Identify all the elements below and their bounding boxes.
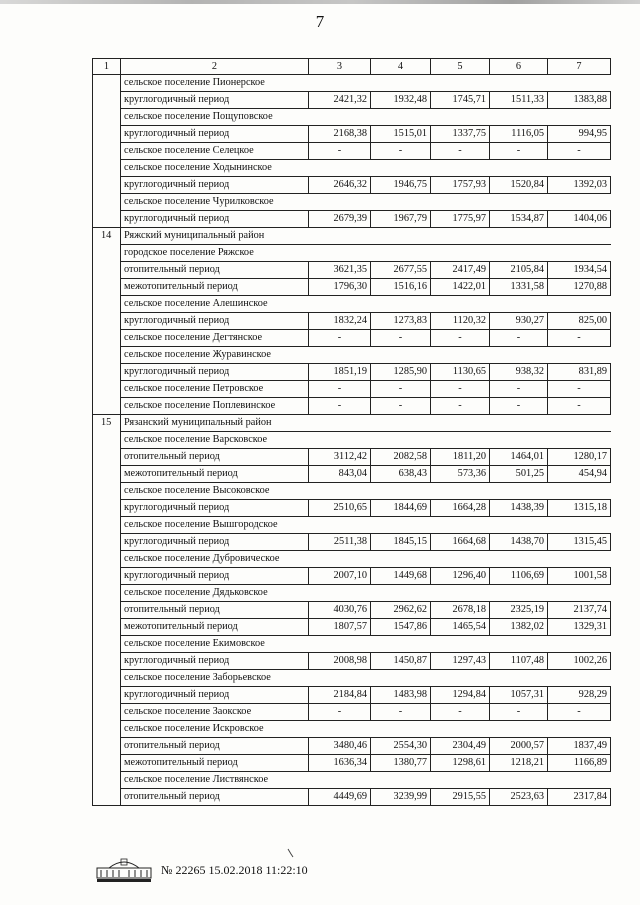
value-cell: - bbox=[431, 398, 490, 415]
settlement-name: сельское поселение Заборьевское bbox=[121, 670, 611, 687]
value-cell: 1796,30 bbox=[309, 279, 371, 296]
value-cell: 825,00 bbox=[548, 313, 611, 330]
settlement-title-row bbox=[93, 721, 611, 738]
value-cell: 1664,68 bbox=[431, 534, 490, 551]
table-row bbox=[93, 381, 611, 398]
row-number: 15 bbox=[93, 415, 121, 806]
settlement-name: сельское поселение Алешинское bbox=[121, 296, 611, 313]
value-cell: 1449,68 bbox=[371, 568, 431, 585]
table-row bbox=[93, 398, 611, 415]
table-row bbox=[93, 619, 611, 636]
settlement-title-row bbox=[93, 432, 611, 449]
value-cell: 1315,45 bbox=[548, 534, 611, 551]
period-label: межотопительный период bbox=[121, 755, 309, 772]
value-cell: - bbox=[371, 704, 431, 721]
settlement-name: сельское поселение Листвянское bbox=[121, 772, 611, 789]
period-label: отопительный период bbox=[121, 738, 309, 755]
period-label: круглогодичный период bbox=[121, 126, 309, 143]
column-header: 4 bbox=[371, 59, 431, 75]
value-cell: 1438,39 bbox=[490, 500, 548, 517]
value-cell: 1331,58 bbox=[490, 279, 548, 296]
value-cell: 1280,17 bbox=[548, 449, 611, 466]
value-cell: 1130,65 bbox=[431, 364, 490, 381]
value-cell: 1844,69 bbox=[371, 500, 431, 517]
period-label: круглогодичный период bbox=[121, 364, 309, 381]
value-cell: - bbox=[548, 398, 611, 415]
column-header: 7 bbox=[548, 59, 611, 75]
value-cell: 1775,97 bbox=[431, 211, 490, 228]
period-label: круглогодичный период bbox=[121, 568, 309, 585]
value-cell: 831,89 bbox=[548, 364, 611, 381]
value-cell: 1270,88 bbox=[548, 279, 611, 296]
value-cell: - bbox=[490, 381, 548, 398]
value-cell: 1837,49 bbox=[548, 738, 611, 755]
value-cell: 1464,01 bbox=[490, 449, 548, 466]
value-cell: - bbox=[309, 381, 371, 398]
period-label: сельское поселение Дегтянское bbox=[121, 330, 309, 347]
value-cell: 2417,49 bbox=[431, 262, 490, 279]
settlement-title-row bbox=[93, 670, 611, 687]
value-cell: 1294,84 bbox=[431, 687, 490, 704]
value-cell: - bbox=[309, 143, 371, 160]
settlement-name: сельское поселение Пионерское bbox=[121, 75, 611, 92]
value-cell: 501,25 bbox=[490, 466, 548, 483]
value-cell: 2304,49 bbox=[431, 738, 490, 755]
settlement-name: сельское поселение Екимовское bbox=[121, 636, 611, 653]
value-cell: 1534,87 bbox=[490, 211, 548, 228]
table-row bbox=[93, 704, 611, 721]
settlement-name: сельское поселение Чурилковское bbox=[121, 194, 611, 211]
value-cell: 1547,86 bbox=[371, 619, 431, 636]
table-row bbox=[93, 177, 611, 194]
value-cell: 2646,32 bbox=[309, 177, 371, 194]
table-row bbox=[93, 534, 611, 551]
value-cell: 4449,69 bbox=[309, 789, 371, 806]
value-cell: - bbox=[490, 330, 548, 347]
value-cell: 930,27 bbox=[490, 313, 548, 330]
value-cell: - bbox=[548, 330, 611, 347]
period-label: межотопительный период bbox=[121, 619, 309, 636]
table-row bbox=[93, 126, 611, 143]
value-cell: 2510,65 bbox=[309, 500, 371, 517]
value-cell: 1664,28 bbox=[431, 500, 490, 517]
value-cell: 1218,21 bbox=[490, 755, 548, 772]
value-cell: 1404,06 bbox=[548, 211, 611, 228]
period-label: круглогодичный период bbox=[121, 500, 309, 517]
value-cell: 2511,38 bbox=[309, 534, 371, 551]
document-footer bbox=[95, 856, 308, 884]
district-row bbox=[93, 415, 611, 432]
settlement-name: сельское поселение Дубровическое bbox=[121, 551, 611, 568]
value-cell: 1757,93 bbox=[431, 177, 490, 194]
value-cell: - bbox=[371, 143, 431, 160]
table-row bbox=[93, 568, 611, 585]
settlement-name: сельское поселение Ходынинское bbox=[121, 160, 611, 177]
value-cell: 1297,43 bbox=[431, 653, 490, 670]
value-cell: - bbox=[490, 704, 548, 721]
table-row bbox=[93, 449, 611, 466]
settlement-title-row bbox=[93, 109, 611, 126]
column-header: 3 bbox=[309, 59, 371, 75]
table-row bbox=[93, 687, 611, 704]
value-cell: 1511,33 bbox=[490, 92, 548, 109]
value-cell: 1296,40 bbox=[431, 568, 490, 585]
value-cell: 1106,69 bbox=[490, 568, 548, 585]
period-label: отопительный период bbox=[121, 262, 309, 279]
value-cell: 1438,70 bbox=[490, 534, 548, 551]
value-cell: - bbox=[490, 398, 548, 415]
settlement-title-row bbox=[93, 517, 611, 534]
column-header: 2 bbox=[121, 59, 309, 75]
column-header: 1 bbox=[93, 59, 121, 75]
value-cell: 4030,76 bbox=[309, 602, 371, 619]
document-registration-stamp: № 22265 15.02.2018 11:22:10 bbox=[161, 862, 308, 877]
column-header: 5 bbox=[431, 59, 490, 75]
settlement-name: сельское поселение Искровское bbox=[121, 721, 611, 738]
district-name: Рязанский муниципальный район bbox=[121, 415, 611, 432]
period-label: отопительный период bbox=[121, 602, 309, 619]
table-row bbox=[93, 789, 611, 806]
value-cell: 1946,75 bbox=[371, 177, 431, 194]
value-cell: - bbox=[431, 704, 490, 721]
settlement-title-row bbox=[93, 585, 611, 602]
value-cell: 1465,54 bbox=[431, 619, 490, 636]
settlement-name: сельское поселение Варсковское bbox=[121, 432, 611, 449]
settlement-name: городское поселение Ряжское bbox=[121, 245, 611, 262]
value-cell: 1450,87 bbox=[371, 653, 431, 670]
table-row bbox=[93, 466, 611, 483]
value-cell: 3112,42 bbox=[309, 449, 371, 466]
value-cell: 2184,84 bbox=[309, 687, 371, 704]
value-cell: 638,43 bbox=[371, 466, 431, 483]
value-cell: 1392,03 bbox=[548, 177, 611, 194]
value-cell: - bbox=[309, 704, 371, 721]
value-cell: 2678,18 bbox=[431, 602, 490, 619]
value-cell: 2523,63 bbox=[490, 789, 548, 806]
value-cell: 1329,31 bbox=[548, 619, 611, 636]
value-cell: 1932,48 bbox=[371, 92, 431, 109]
period-label: сельское поселение Заокское bbox=[121, 704, 309, 721]
value-cell: 1483,98 bbox=[371, 687, 431, 704]
value-cell: - bbox=[431, 381, 490, 398]
value-cell: 2008,98 bbox=[309, 653, 371, 670]
table-row bbox=[93, 92, 611, 109]
table-row bbox=[93, 262, 611, 279]
value-cell: 1934,54 bbox=[548, 262, 611, 279]
settlement-title-row bbox=[93, 636, 611, 653]
value-cell: 1315,18 bbox=[548, 500, 611, 517]
value-cell: 3239,99 bbox=[371, 789, 431, 806]
value-cell: 3621,35 bbox=[309, 262, 371, 279]
value-cell: 2007,10 bbox=[309, 568, 371, 585]
period-label: сельское поселение Селецкое bbox=[121, 143, 309, 160]
district-row bbox=[93, 228, 611, 245]
value-cell: 1515,01 bbox=[371, 126, 431, 143]
value-cell: 1520,84 bbox=[490, 177, 548, 194]
table-row bbox=[93, 313, 611, 330]
value-cell: - bbox=[548, 381, 611, 398]
settlement-name: сельское поселение Журавинское bbox=[121, 347, 611, 364]
period-label: межотопительный период bbox=[121, 279, 309, 296]
value-cell: 1285,90 bbox=[371, 364, 431, 381]
period-label: круглогодичный период bbox=[121, 92, 309, 109]
value-cell: - bbox=[431, 143, 490, 160]
value-cell: 938,32 bbox=[490, 364, 548, 381]
settlement-title-row bbox=[93, 296, 611, 313]
value-cell: 1116,05 bbox=[490, 126, 548, 143]
table-row bbox=[93, 653, 611, 670]
value-cell: - bbox=[548, 704, 611, 721]
page-number: 7 bbox=[315, 12, 325, 31]
value-cell: - bbox=[371, 381, 431, 398]
settlement-name: сельское поселение Высоковское bbox=[121, 483, 611, 500]
value-cell: 1380,77 bbox=[371, 755, 431, 772]
tariff-table bbox=[92, 58, 611, 806]
settlement-title-row bbox=[93, 75, 611, 92]
settlement-title-row bbox=[93, 551, 611, 568]
period-label: круглогодичный период bbox=[121, 653, 309, 670]
value-cell: 994,95 bbox=[548, 126, 611, 143]
table-row bbox=[93, 500, 611, 517]
value-cell: 2421,32 bbox=[309, 92, 371, 109]
value-cell: - bbox=[371, 398, 431, 415]
government-building-logo bbox=[95, 856, 153, 884]
value-cell: 1120,32 bbox=[431, 313, 490, 330]
value-cell: 2915,55 bbox=[431, 789, 490, 806]
value-cell: 1001,58 bbox=[548, 568, 611, 585]
value-cell: 2317,84 bbox=[548, 789, 611, 806]
settlement-title-row bbox=[93, 347, 611, 364]
period-label: сельское поселение Петровское bbox=[121, 381, 309, 398]
period-label: круглогодичный период bbox=[121, 687, 309, 704]
settlement-name: сельское поселение Вышгородское bbox=[121, 517, 611, 534]
value-cell: 1422,01 bbox=[431, 279, 490, 296]
period-label: отопительный период bbox=[121, 789, 309, 806]
value-cell: 3480,46 bbox=[309, 738, 371, 755]
table-header-row bbox=[93, 59, 611, 75]
value-cell: 1745,71 bbox=[431, 92, 490, 109]
value-cell: 573,36 bbox=[431, 466, 490, 483]
settlement-title-row bbox=[93, 245, 611, 262]
value-cell: - bbox=[309, 330, 371, 347]
value-cell: 1057,31 bbox=[490, 687, 548, 704]
value-cell: 2679,39 bbox=[309, 211, 371, 228]
value-cell: 1851,19 bbox=[309, 364, 371, 381]
value-cell: 1382,02 bbox=[490, 619, 548, 636]
column-header: 6 bbox=[490, 59, 548, 75]
settlement-title-row bbox=[93, 483, 611, 500]
scan-edge bbox=[0, 0, 640, 4]
value-cell: 1516,16 bbox=[371, 279, 431, 296]
table-row bbox=[93, 738, 611, 755]
value-cell: 1845,15 bbox=[371, 534, 431, 551]
value-cell: - bbox=[431, 330, 490, 347]
value-cell: 2554,30 bbox=[371, 738, 431, 755]
value-cell: - bbox=[548, 143, 611, 160]
period-label: сельское поселение Поплевинское bbox=[121, 398, 309, 415]
table-row bbox=[93, 330, 611, 347]
table-row bbox=[93, 364, 611, 381]
table-row bbox=[93, 755, 611, 772]
settlement-title-row bbox=[93, 160, 611, 177]
period-label: отопительный период bbox=[121, 449, 309, 466]
value-cell: 2105,84 bbox=[490, 262, 548, 279]
value-cell: - bbox=[371, 330, 431, 347]
value-cell: 2677,55 bbox=[371, 262, 431, 279]
value-cell: 1832,24 bbox=[309, 313, 371, 330]
value-cell: 843,04 bbox=[309, 466, 371, 483]
value-cell: 1383,88 bbox=[548, 92, 611, 109]
period-label: круглогодичный период bbox=[121, 211, 309, 228]
value-cell: 1002,26 bbox=[548, 653, 611, 670]
value-cell: 2000,57 bbox=[490, 738, 548, 755]
period-label: межотопительный период bbox=[121, 466, 309, 483]
value-cell: 1807,57 bbox=[309, 619, 371, 636]
period-label: круглогодичный период bbox=[121, 534, 309, 551]
value-cell: 2137,74 bbox=[548, 602, 611, 619]
value-cell: - bbox=[309, 398, 371, 415]
settlement-title-row bbox=[93, 772, 611, 789]
value-cell: 928,29 bbox=[548, 687, 611, 704]
value-cell: 2168,38 bbox=[309, 126, 371, 143]
value-cell: 454,94 bbox=[548, 466, 611, 483]
period-label: круглогодичный период bbox=[121, 313, 309, 330]
table-row bbox=[93, 279, 611, 296]
row-number bbox=[93, 75, 121, 228]
value-cell: 1967,79 bbox=[371, 211, 431, 228]
table-row bbox=[93, 211, 611, 228]
value-cell: 1273,83 bbox=[371, 313, 431, 330]
value-cell: 1337,75 bbox=[431, 126, 490, 143]
settlement-name: сельское поселение Дядьковское bbox=[121, 585, 611, 602]
period-label: круглогодичный период bbox=[121, 177, 309, 194]
value-cell: 1166,89 bbox=[548, 755, 611, 772]
value-cell: 2082,58 bbox=[371, 449, 431, 466]
value-cell: 1298,61 bbox=[431, 755, 490, 772]
table-row bbox=[93, 143, 611, 160]
settlement-title-row bbox=[93, 194, 611, 211]
value-cell: 2325,19 bbox=[490, 602, 548, 619]
row-number: 14 bbox=[93, 228, 121, 415]
table-row bbox=[93, 602, 611, 619]
value-cell: 1811,20 bbox=[431, 449, 490, 466]
value-cell: - bbox=[490, 143, 548, 160]
district-name: Ряжский муниципальный район bbox=[121, 228, 611, 245]
value-cell: 1636,34 bbox=[309, 755, 371, 772]
settlement-name: сельское поселение Пощуповское bbox=[121, 109, 611, 126]
value-cell: 2962,62 bbox=[371, 602, 431, 619]
value-cell: 1107,48 bbox=[490, 653, 548, 670]
